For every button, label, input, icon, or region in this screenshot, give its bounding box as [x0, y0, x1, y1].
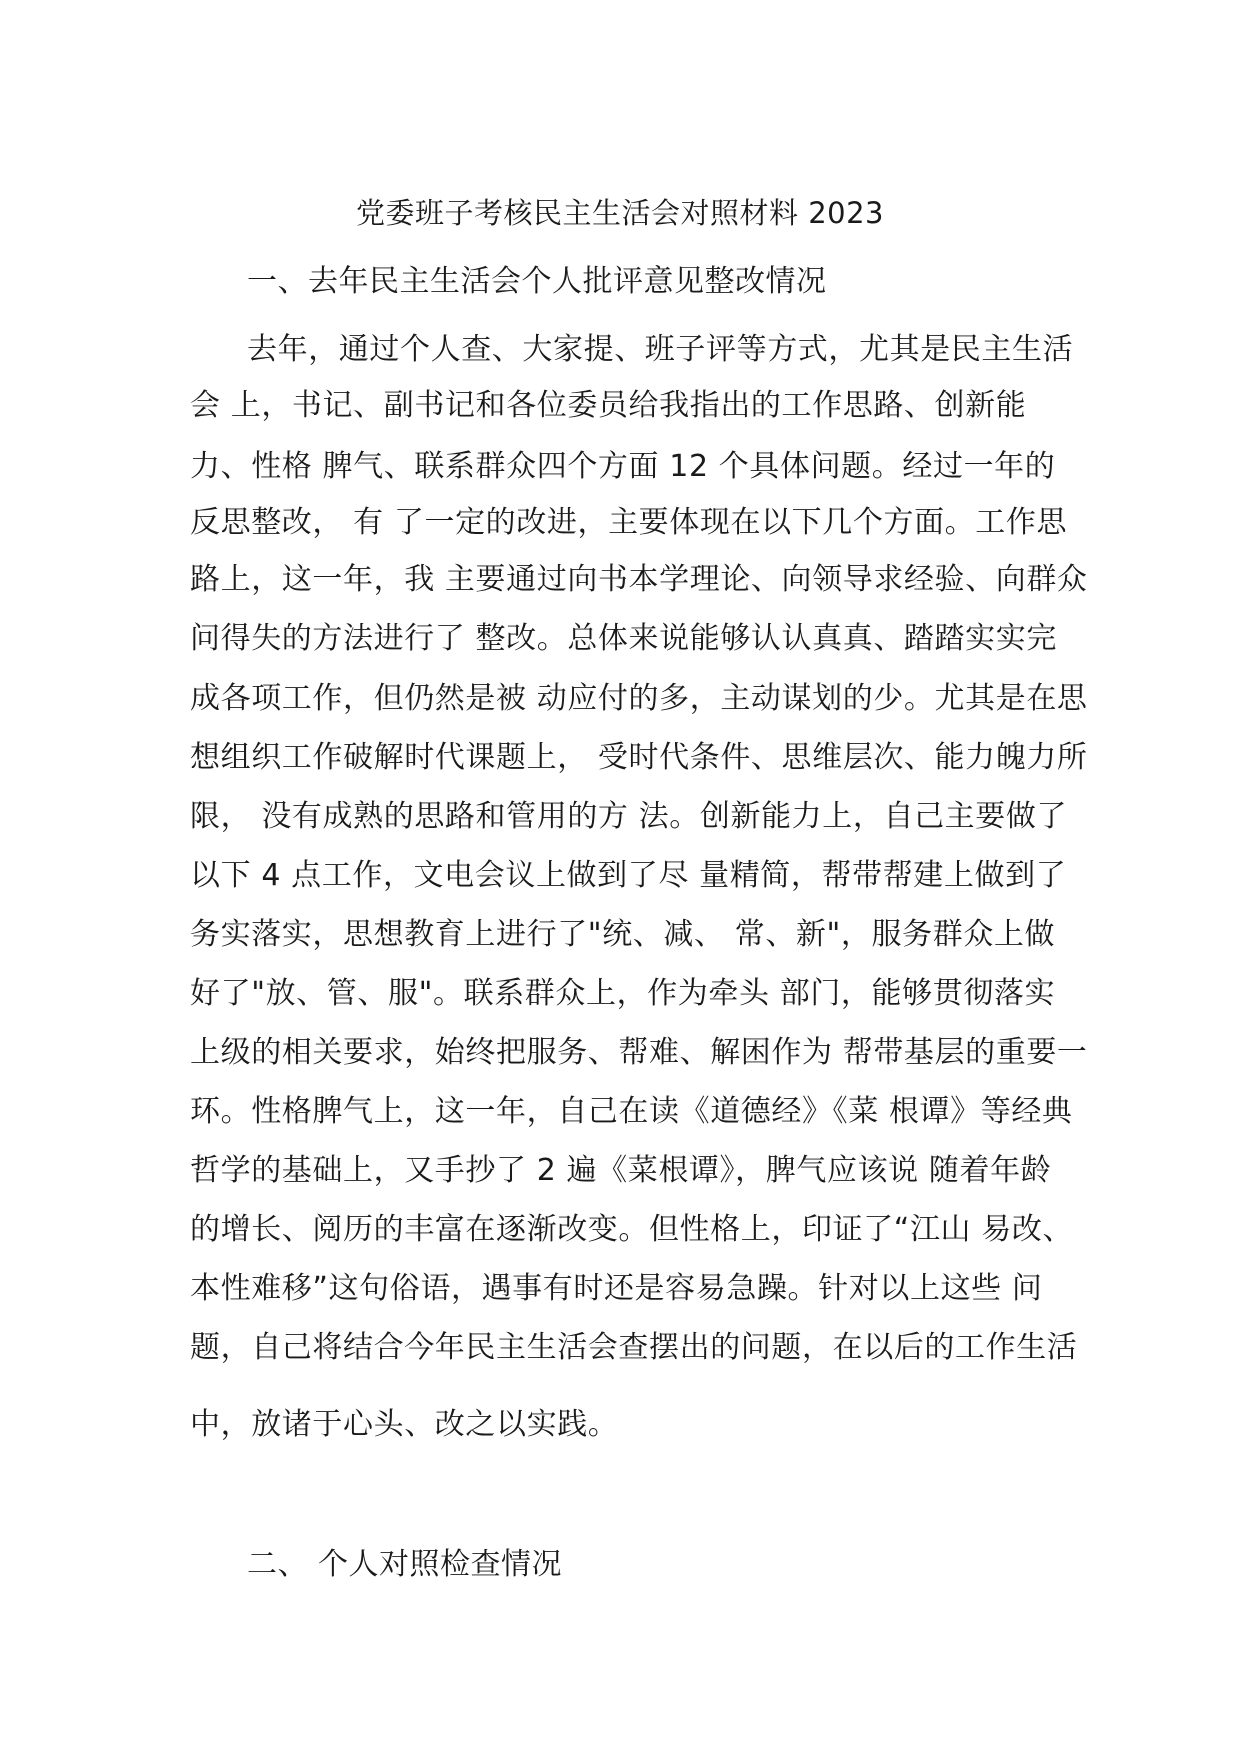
paragraph-line: 哲学的基础上，又手抄了 2 遍《菜根谭》，脾气应该说 随着年龄	[190, 1153, 1052, 1188]
paragraph-line: 去年，通过个人查、大家提、班子评等方式，尤其是民主生活	[247, 332, 1074, 367]
paragraph-line: 务实落实，思想教育上进行了"统、减、 常、新"，服务群众上做	[190, 917, 1056, 952]
paragraph-line: 路上，这一年，我 主要通过向书本学理论、向领导求经验、向群众	[190, 562, 1088, 597]
paragraph-line: 以下 4 点工作，文电会议上做到了尽 量精简，帮带帮建上做到了	[190, 858, 1067, 893]
paragraph-line: 会 上，书记、副书记和各位委员给我指出的工作思路、创新能	[190, 388, 1027, 423]
document-title: 党委班子考核民主生活会对照材料 2023	[355, 196, 885, 230]
paragraph-line: 问得失的方法进行了 整改。总体来说能够认认真真、踏踏实实完	[190, 621, 1057, 656]
paragraph-line: 力、性格 脾气、联系群众四个方面 12 个具体问题。经过一年的	[190, 449, 1056, 484]
paragraph-line: 限， 没有成熟的思路和管用的方 法。创新能力上，自己主要做了	[190, 799, 1068, 834]
paragraph-line: 想组织工作破解时代课题上， 受时代条件、思维层次、能力魄力所	[190, 740, 1088, 775]
section-heading-1: 一、去年民主生活会个人批评意见整改情况	[247, 264, 827, 299]
paragraph-line: 本性难移”这句俗语，遇事有时还是容易急躁。针对以上这些 问	[190, 1271, 1043, 1306]
paragraph-line: 好了"放、管、服"。联系群众上，作为牵头 部门，能够贯彻落实	[190, 976, 1056, 1011]
paragraph-line: 中，放诸于心头、改之以实践。	[190, 1407, 619, 1442]
paragraph-line: 成各项工作，但仍然是被 动应付的多，主动谋划的少。尤其是在思	[190, 681, 1088, 716]
paragraph-line: 反思整改， 有 了一定的改进，主要体现在以下几个方面。工作思	[190, 505, 1068, 540]
paragraph-line: 上级的相关要求，始终把服务、帮难、解困作为 帮带基层的重要一	[190, 1035, 1088, 1070]
paragraph-line: 题，自己将结合今年民主生活会查摆出的问题，在以后的工作生活	[190, 1330, 1078, 1365]
section-heading-2: 二、 个人对照检查情况	[247, 1547, 563, 1582]
paragraph-line: 环。性格脾气上，这一年，自己在读《道德经》《菜 根谭》等经典	[190, 1094, 1073, 1129]
paragraph-line: 的增长、阅历的丰富在逐渐改变。但性格上，印证了“江山 易改、	[190, 1212, 1074, 1247]
